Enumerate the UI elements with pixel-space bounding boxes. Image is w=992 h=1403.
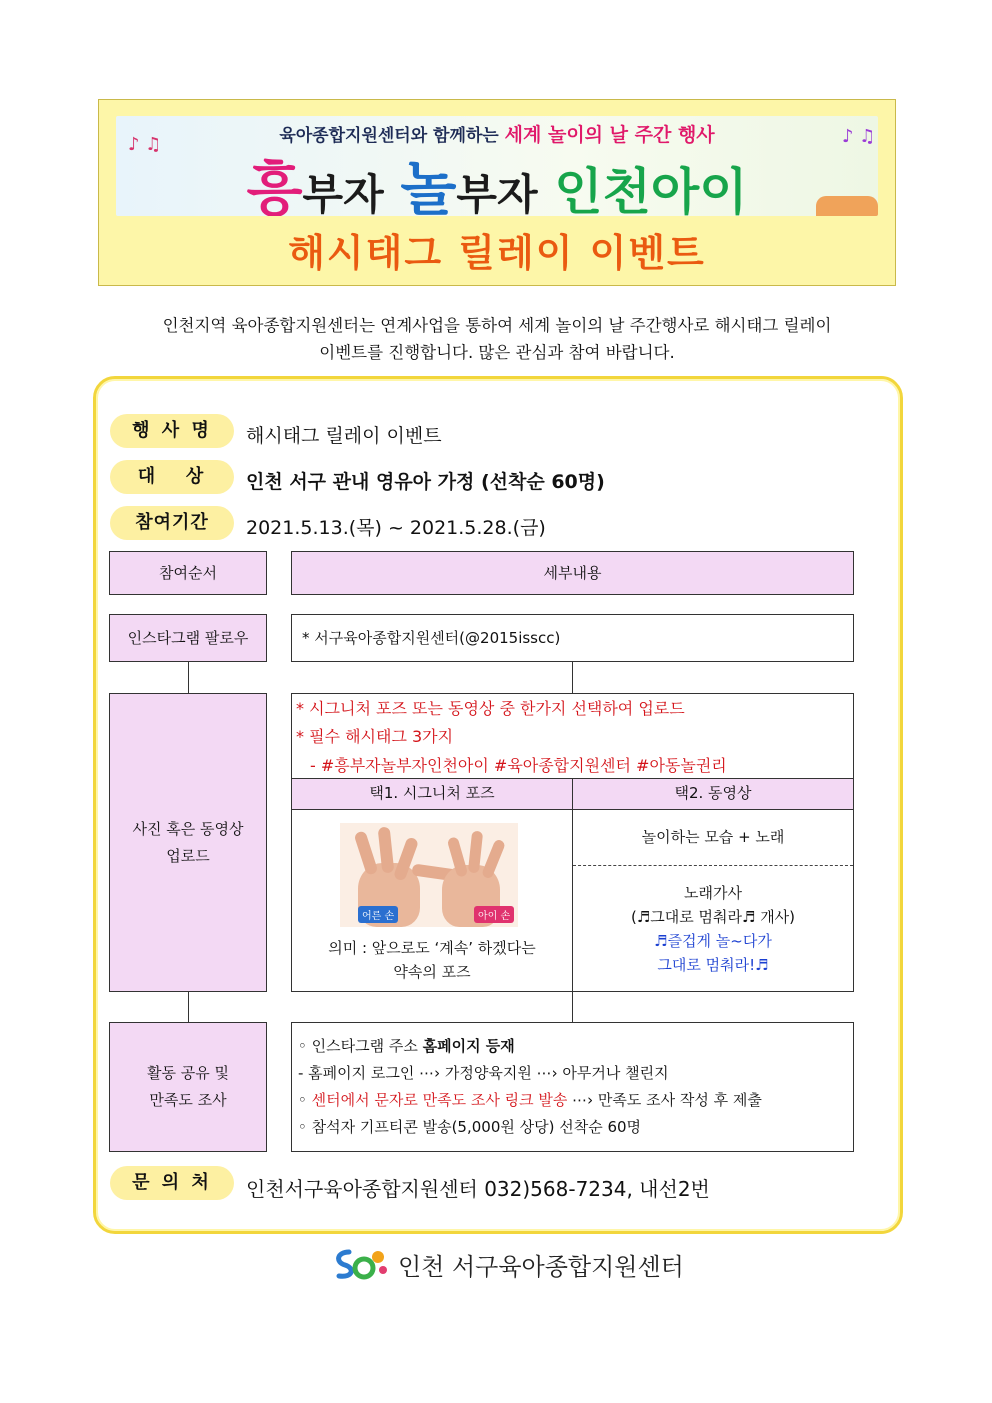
step1-detail-box [291,614,854,662]
pose-meaning-line1: 의미 : 앞으로도 ‘계속’ 하겠다는 [328,939,536,957]
step2-title-line1: 사진 혹은 동영상 [132,819,244,838]
pose-meaning [292,932,572,988]
event-banner [116,116,878,216]
step3-line1-prefix: ◦ 인스타그램 주소 [298,1037,423,1055]
contact-label: 문 의 처 [110,1166,234,1200]
children-illustration [816,196,878,216]
connector-line [572,662,573,693]
step3-line1 [298,1033,515,1059]
connector-line [188,992,189,1022]
music-note-icon: ♪ ♫ [842,126,876,147]
adult-hand-tag: 어른 손 [358,906,398,923]
center-logo-icon [331,1244,391,1284]
banner-title [116,142,878,216]
option1-header: 택1. 시그니처 포즈 [369,783,495,802]
period-label: 참여기간 [110,506,234,540]
step2-title [109,693,267,992]
step2-title-line2: 업로드 [166,846,210,865]
step2-bullet2: * 필수 해시태그 3가지 [296,727,454,746]
lyrics-line2: 그대로 멈춰라!♬ [657,956,769,974]
event-name-value: 해시태그 릴레이 이벤트 [246,425,442,447]
step3-title-line1: 활동 공유 및 [147,1064,229,1082]
connector-line [572,992,573,1022]
contact-value: 인천서구육아종합지원센터 032)568-7234, 내선2번 [246,1177,710,1201]
pose-meaning-line2: 약속의 포즈 [393,963,471,981]
intro-text [98,312,896,366]
target-value: 인천 서구 관내 영유아 가정 (선착순 60명) [246,471,605,493]
target-label: 대 상 [110,460,234,494]
option2-header: 택2. 동영상 [674,783,752,802]
banner-subtitle-prefix: 육아종합지원센터와 함께하는 [279,126,499,146]
step3-line1-bold: 홈페이지 등재 [422,1037,515,1055]
banner-subtitle-highlight: 세계 놀이의 날 주간 행사 [504,124,715,146]
step3-line3-suffix: ⋯› 만족도 조사 작성 후 제출 [567,1091,762,1109]
step3-title-line2: 만족도 조사 [149,1091,227,1109]
step3-detail-box [291,1022,854,1152]
page-title: 해시태그 릴레이 이벤트 [288,231,706,275]
video-description: 놀이하는 모습 + 노래 [641,827,785,846]
footer-org-name: 인천 서구육아종합지원센터 [398,1253,684,1281]
step1-detail: * 서구육아종합지원센터(@2015isscc) [302,629,561,647]
banner-title-nol: 놀 [400,155,457,216]
dashed-divider [573,865,853,866]
period-value: 2021.5.13.(목) ~ 2021.5.28.(금) [246,517,546,539]
child-hand-tag: 아이 손 [474,906,514,923]
step3-title [109,1022,267,1152]
col-header-steps: 참여순서 [109,551,267,595]
step3-line3-prefix: ◦ [298,1091,312,1109]
music-note-icon: ♪ ♫ [128,134,162,155]
step3-line3-red: 센터에서 문자로 만족도 조사 링크 발송 [311,1091,568,1109]
step2-bullet1: * 시그니처 포즈 또는 동영상 중 한가지 선택하여 업로드 [296,699,685,718]
banner-title-heung: 흥 [246,155,303,216]
col-header-details: 세부내용 [291,551,854,595]
step3-line2: - 홈페이지 로그인 ⋯› 가정양육지원 ⋯› 아무거나 챌린지 [298,1064,669,1082]
intro-line-1: 인천지역 육아종합지원센터는 연계사업을 통하여 세계 놀이의 날 주간행사로 해시태그 릴레이 [162,316,832,335]
intro-line-2: 이벤트를 진행합니다. 많은 관심과 참여 바랍니다. [319,343,675,362]
signature-pose-image [340,823,518,927]
lyrics-title: 노래가사 [684,884,742,902]
connector-line [188,662,189,693]
lyrics-source: (♬그대로 멈춰라♬ 개사) [630,908,796,926]
step3-line4: ◦ 참석자 기프티콘 발송(5,000원 상당) 선착순 60명 [298,1118,642,1136]
lyrics-block [573,877,853,981]
lyrics-line1: ♬즐겁게 놀~다가 [654,932,772,950]
banner-title-incheon-ai: 인천아이 [554,163,748,216]
banner-title-buja2: 부자 [456,170,538,216]
step1-title: 인스타그램 팔로우 [109,614,267,662]
event-name-label: 행 사 명 [110,414,234,448]
banner-title-buja1: 부자 [302,170,384,216]
step3-line3 [298,1087,762,1113]
step2-hashtags: - #흥부자놀부자인천아이 #육아종합지원센터 #아동놀권리 [310,756,727,775]
